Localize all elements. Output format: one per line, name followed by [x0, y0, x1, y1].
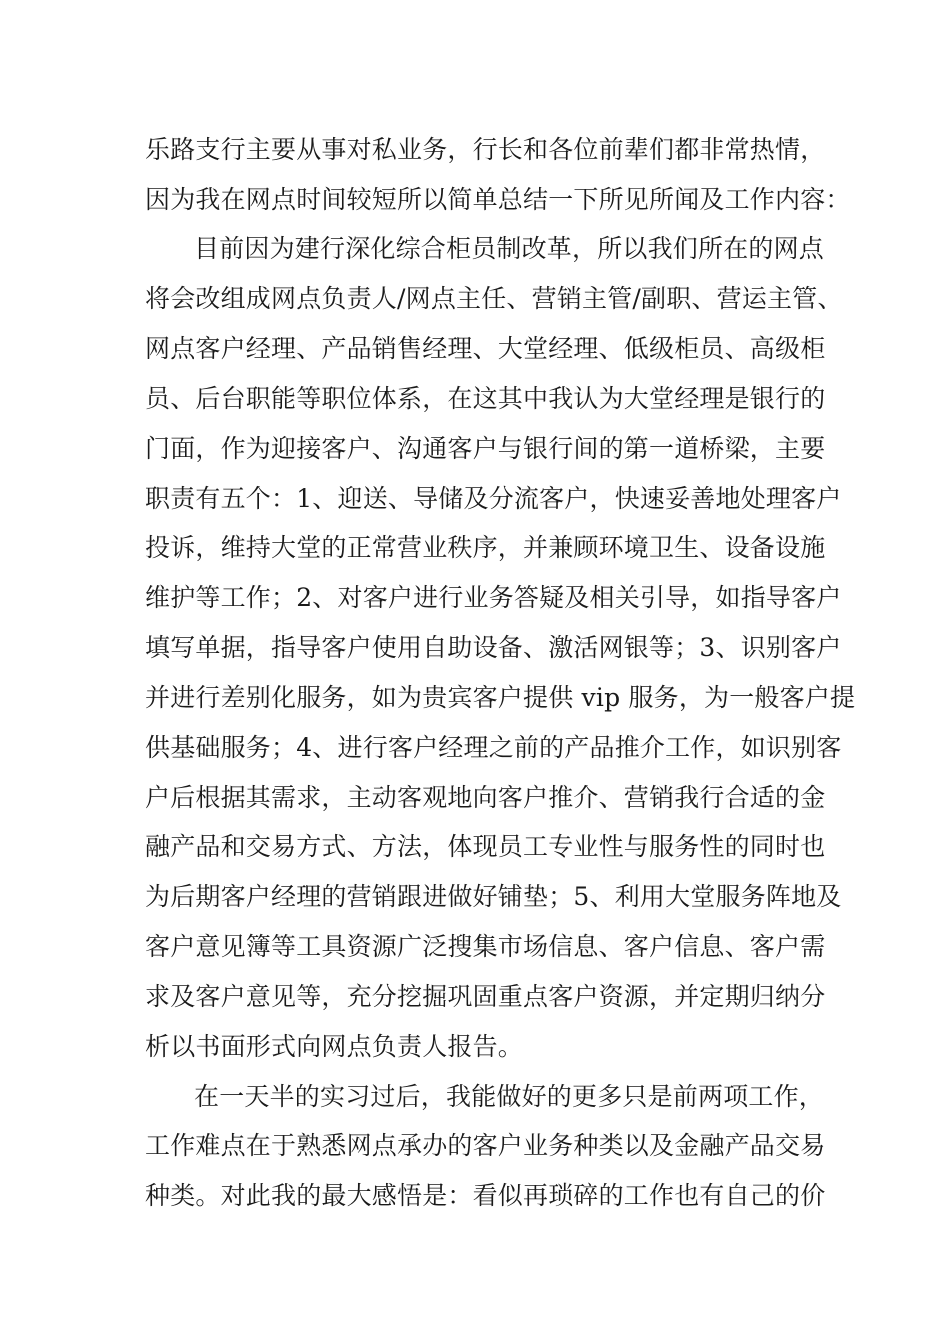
- paragraph-start-line: 在一天半的实习过后，我能做好的更多只是前两项工作，: [194, 1082, 825, 1111]
- text-line: 求及客户意见等，充分挖掘巩固重点客户资源，并定期归纳分: [145, 982, 826, 1011]
- text-line: 供基础服务；4、进行客户经理之前的产品推介工作，如识别客: [145, 733, 842, 762]
- text-line: 工作难点在于熟悉网点承办的客户业务种类以及金融产品交易: [145, 1131, 826, 1160]
- text-line: 将会改组成网点负责人/网点主任、营销主管/副职、营运主管、: [145, 284, 843, 313]
- text-line: 为后期客户经理的营销跟进做好铺垫；5、利用大堂服务阵地及: [145, 882, 842, 911]
- paragraph-start-line: 目前因为建行深化综合柜员制改革，所以我们所在的网点: [194, 234, 825, 263]
- text-line: 填写单据，指导客户使用自助设备、激活网银等；3、识别客户: [145, 633, 842, 662]
- text-line: 维护等工作；2、对客户进行业务答疑及相关引导，如指导客户: [145, 583, 842, 612]
- text-line: 网点客户经理、产品销售经理、大堂经理、低级柜员、高级柜: [145, 334, 826, 363]
- text-line: 种类。对此我的最大感悟是：看似再琐碎的工作也有自己的价: [145, 1181, 826, 1210]
- text-line: 并进行差别化服务，如为贵宾客户提供 vip 服务，为一般客户提: [145, 683, 856, 712]
- text-line: 户后根据其需求，主动客观地向客户推介、营销我行合适的金: [145, 783, 826, 812]
- text-line: 职责有五个：1、迎送、导储及分流客户，快速妥善地处理客户: [145, 484, 842, 513]
- text-line: 融产品和交易方式、方法，体现员工专业性与服务性的同时也: [145, 832, 826, 861]
- text-line: 因为我在网点时间较短所以简单总结一下所见所闻及工作内容：: [145, 185, 851, 214]
- text-line: 门面，作为迎接客户、沟通客户与银行间的第一道桥梁，主要: [145, 434, 826, 463]
- text-line: 投诉，维持大堂的正常营业秩序，并兼顾环境卫生、设备设施: [145, 533, 826, 562]
- text-line: 员、后台职能等职位体系，在这其中我认为大堂经理是银行的: [145, 384, 826, 413]
- text-line: 客户意见簿等工具资源广泛搜集市场信息、客户信息、客户需: [145, 932, 826, 961]
- text-line: 乐路支行主要从事对私业务，行长和各位前辈们都非常热情，: [145, 135, 826, 164]
- text-line: 析以书面形式向网点负责人报告。: [145, 1032, 524, 1061]
